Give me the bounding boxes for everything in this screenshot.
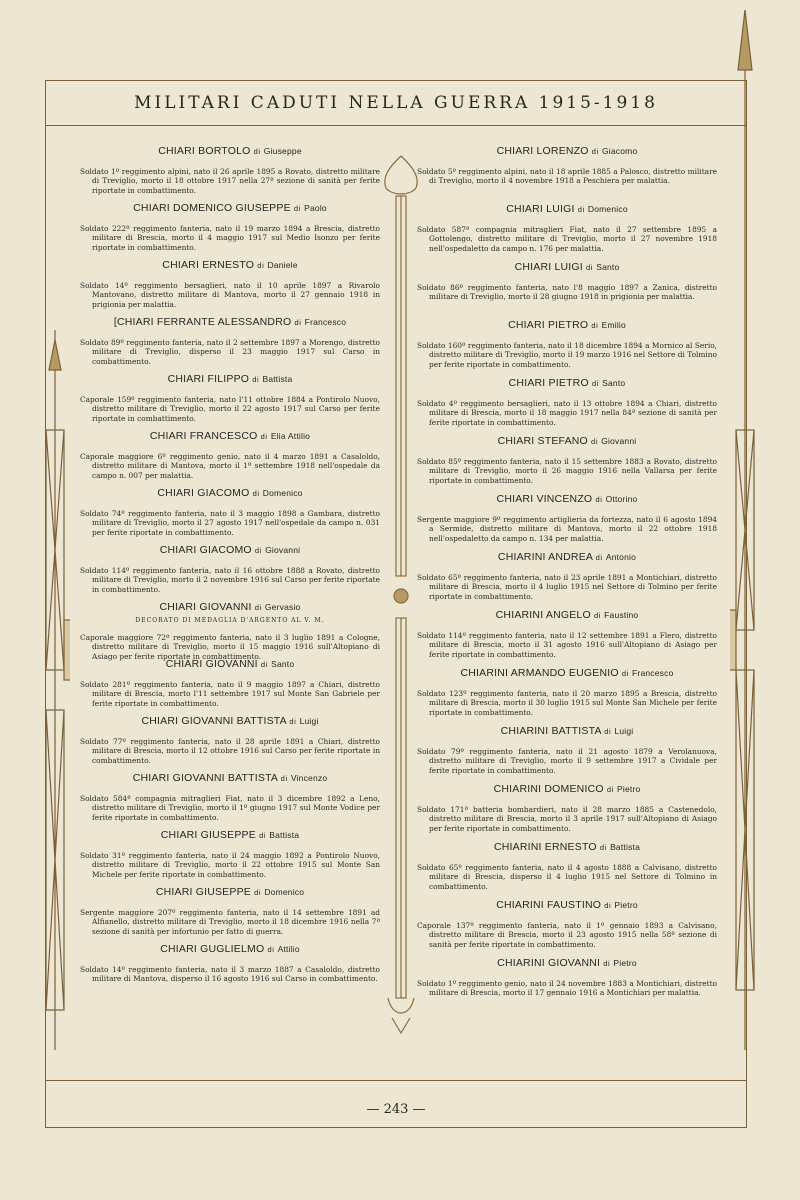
soldier-name: CHIARINI ANGELO [495,609,591,621]
soldier-name: CHIARI ERNESTO [162,259,255,271]
of-word: di [591,437,599,446]
father-name: Elia Attilio [270,431,311,441]
list-item [80,829,380,886]
of-word: di [293,204,301,213]
of-word: di [591,321,599,330]
entry-text: Sergente maggiore 207º reggimento fanteria, nato il 14 settembre 1891 ad Alfianello, distretto militare di Treviglio, morto il 18 dicembre 1916 nella 7ª sezione di sanità per infortunio per fatto di guerra. [80,908,380,936]
of-word: di [267,945,275,954]
entry-text: Soldato 74º reggimento fanteria, nato il 3 maggio 1898 a Gambara, distretto militare di Treviglio, morto il 27 agosto 1917 nell'ospedale da campo n. 031 per ferite riportate in combattimento. [80,509,380,537]
entry-text: Soldato 14º reggimento bersaglieri, nato il 10 aprile 1897 a Rivarolo Mantovano, distretto militare di Mantova, morto il 27 gennaio 1918 in prigionia per malattia. [80,281,380,309]
of-word: di [586,263,594,272]
of-word: di [252,489,260,498]
entry-text: Soldato 584ª compagnia mitraglieri Fiat, nato il 3 dicembre 1892 a Leno, distretto militare di Treviglio, morto il 1º giugno 1917 sul Monte Vodice per ferite riportate in combattimento. [80,794,380,822]
list-item [417,725,717,783]
soldier-name: CHIARI STEFANO [497,435,588,447]
list-item [417,145,717,203]
soldier-name: CHIARI GIACOMO [157,487,250,499]
entry-text: Soldato 65º reggimento fanteria, nato il 23 aprile 1891 a Montichiari, distretto militare di Brescia, morto il 4 luglio 1915 nel Settore di Tolmino per ferite riportate in combattimento. [417,573,717,601]
father-name: Luigi [299,716,319,726]
soldier-name: CHIARINI GIOVANNI [497,957,601,969]
entry-text: Caporale maggiore 6º reggimento genio, nato il 4 marzo 1891 a Casaloldo, distretto militare di Mantova, morto il 1º settembre 1918 nell'ospedale da campo n. 007 per malattia. [80,452,380,480]
of-word: di [591,379,600,388]
soldier-name: CHIARI GIUSEPPE [155,886,252,898]
of-word: di [604,901,612,910]
list-item [80,943,380,1000]
entry-text: Soldato 86º reggimento fanteria, nato l'8 maggio 1897 a Zanica, distretto militare di Treviglio, morto il 28 giugno 1918 in prigionia per malattia. [417,283,717,302]
soldier-name: CHIARI PIETRO [508,377,589,389]
of-word: di [254,546,262,555]
of-word: di [593,611,602,620]
of-word: di [294,318,302,327]
of-word: di [253,147,261,156]
list-item [417,783,717,841]
list-item [417,841,717,899]
list-item [417,203,717,261]
of-word: di [604,727,612,736]
entry-text: Soldato 160º reggimento fanteria, nato il 18 dicembre 1894 a Mornico al Serio, distretto militare di Treviglio, morto il 19 marzo 1916 nel Settore di Tolmino per ferite riportate in combattimento. [417,341,717,369]
entry-text: Soldato 171ª batteria bombardieri, nato il 28 marzo 1885 a Castenedolo, distretto militare di Brescia, morto il 3 aprile 1917 sull'Altopiano di Asiago per ferite riportate in combattimento. [417,805,717,833]
list-item [417,551,717,609]
of-word: di [595,553,603,562]
soldier-name: CHIARINI ANDREA [497,551,593,563]
soldier-name: CHIARI GIUSEPPE [160,829,256,841]
of-word: di [621,669,629,678]
list-item [80,487,380,544]
father-name: Francesco [304,317,347,327]
father-name: Francesco [632,668,674,678]
soldier-name: CHIARI GIOVANNI [165,658,258,670]
father-name: Daniele [267,260,298,270]
father-name: Giacomo [601,146,638,156]
father-name: Santo [271,659,295,669]
father-name: Battista [610,842,641,852]
soldier-name: CHIARI GIOVANNI [159,601,252,613]
father-name: Luigi [614,726,634,736]
soldier-name: CHIARI VINCENZO [496,493,593,505]
soldier-name: CHIARI GIACOMO [159,544,252,556]
list-item [417,609,717,667]
page-number: — 243 — [366,1102,426,1117]
father-name: Vincenzo [290,773,328,783]
of-word: di [591,147,599,156]
soldier-name: CHIARINI ERNESTO [493,841,597,853]
entry-text: Soldato 123º reggimento fanteria, nato il 20 marzo 1895 a Brescia, distretto militare di Brescia, morto il 30 luglio 1915 sul Monte San Michele per ferite riportate in combattimento. [417,689,717,717]
list-item [417,377,717,435]
right-column [417,145,717,1015]
father-name: Giuseppe [263,146,302,156]
father-name: Giovanni [265,545,301,555]
soldier-name: CHIARINI DOMENICO [493,783,604,795]
entry-text: Caporale maggiore 72º reggimento fanteria, nato il 3 luglio 1891 a Cologne, distretto militare di Treviglio, morto il 15 maggio 1916 sull'Altopiano di Asiago per ferite riportate in combattimento. [80,633,380,661]
list-item [80,202,380,259]
father-name: Faustino [604,610,639,620]
list-item [80,658,380,715]
soldier-name: CHIARI GIOVANNI BATTISTA [141,715,287,727]
entry-text: Caporale 137º reggimento fanteria, nato il 1º gennaio 1893 a Calvisano, distretto militare di Brescia, morto il 23 agosto 1915 nella 58ª sezione di sanità per ferite riportate in combattimento. [417,921,717,949]
of-word: di [260,432,268,441]
of-word: di [260,660,268,669]
page-title: MILITARI CADUTI NELLA GUERRA 1915-1918 [46,81,746,126]
of-word: di [289,717,297,726]
soldier-name: CHIARINI BATTISTA [500,725,602,737]
list-item [80,430,380,487]
footer-divider [46,1080,746,1081]
of-word: di [259,831,267,840]
father-name: Santo [596,262,620,272]
entry-text: Soldato 85º reggimento fanteria, nato il 15 settembre 1883 a Rovato, distretto militare di Treviglio, morto il 26 maggio 1916 nella Vallarsa per ferite riportate in combattimento. [417,457,717,485]
entry-text: Soldato 65º reggimento fanteria, nato il 4 agosto 1888 a Calvisano, distretto militare di Brescia, disperso il 4 luglio 1915 nel Settore di Tolmino in combattimento. [417,863,717,891]
list-item [417,435,717,493]
father-name: Pietro [613,958,637,968]
list-item [417,899,717,957]
of-word: di [595,495,603,504]
father-name: Pietro [614,900,638,910]
father-name: Battista [269,830,300,840]
of-word: di [603,959,611,968]
entry-text: Soldato 1º reggimento genio, nato il 24 novembre 1883 a Montichiari, distretto militare di Brescia, morto il 17 gennaio 1916 a Montichiari per malattia. [417,979,717,998]
list-item [80,601,380,661]
father-name: Gervasio [264,602,301,612]
entry-text: Caporale 159º reggimento fanteria, nato l'11 ottobre 1884 a Pontirolo Nuovo, distretto militare di Treviglio, morto il 22 agosto 1917 sul Carso per ferite riportate in combattimento. [80,395,380,423]
father-name: Pietro [617,784,641,794]
soldier-name: CHIARI FILIPPO [167,373,250,385]
entry-text: Soldato 89º reggimento fanteria, nato il 2 settembre 1897 a Morengo, distretto militare di Treviglio, disperso il 23 maggio 1917 sul Carso in combattimento. [80,338,380,366]
father-name: Attilio [277,944,300,954]
father-name: Emilio [601,320,626,330]
entry-text: Soldato 114º reggimento fanteria, nato il 12 settembre 1891 a Flero, distretto militare di Brescia, morto il 31 agosto 1916 sull'Altopiano di Asiago per ferite riportate in combattimento. [417,631,717,659]
father-name: Domenico [264,887,305,897]
father-name: Paolo [304,203,327,213]
soldier-name: CHIARI FRANCESCO [149,430,258,442]
list-item [417,957,717,1015]
father-name: Domenico [262,488,303,498]
of-word: di [254,603,262,612]
list-item [80,316,380,373]
decoration-note: DECORATO DI MEDAGLIA D'ARGENTO AL V. M. [135,617,325,624]
entry-text: Soldato 4º reggimento bersaglieri, nato il 13 ottobre 1894 a Chiari, distretto militare di Brescia, morto il 18 maggio 1917 nella 84ª sezione di sanità per ferite riportate in combattimento. [417,399,717,427]
of-word: di [280,774,288,783]
list-item [417,667,717,725]
soldier-name: CHIARI DOMENICO GIUSEPPE [133,202,291,214]
father-name: Battista [262,374,293,384]
list-item [80,373,380,430]
entry-text: Soldato 14º reggimento fanteria, nato il 3 marzo 1887 a Casaloldo, distretto militare di Mantova, disperso il 16 agosto 1916 sul Carso in combattimento. [80,965,380,984]
entry-text: Soldato 31º reggimento fanteria, nato il 24 maggio 1892 a Pontirolo Nuovo, distretto militare di Treviglio, morto il 22 ottobre 1915 sul Monte San Michele per ferite riportate in combattimento. [80,851,380,879]
of-word: di [254,888,262,897]
list-item [80,715,380,772]
entry-text: Soldato 281º reggimento fanteria, nato il 9 maggio 1897 a Chiari, distretto militare di Brescia, morto l'11 settembre 1917 sul Monte San Gabriele per ferite riportate in combattimento. [80,680,380,708]
soldier-name: [CHIARI FERRANTE ALESSANDRO [113,316,292,328]
soldier-name: CHIARI GIOVANNI BATTISTA [132,772,278,784]
of-word: di [599,843,607,852]
soldier-name: CHIARINI ARMANDO EUGENIO [460,667,619,679]
entry-text: Soldato 79º reggimento fanteria, nato il 21 agosto 1879 a Verolanuova, distretto militare di Treviglio, morto il 9 settembre 1917 a Cividale per ferite riportate in combattimento. [417,747,717,775]
left-column [80,145,380,1000]
father-name: Ottorino [605,494,638,504]
soldier-name: CHIARI PIETRO [508,319,589,331]
entry-text: Sergente maggiore 9º reggimento artiglieria da fortezza, nato il 6 agosto 1894 a Sermide, distretto militare di Mantova, morto il 22 ottobre 1918 nell'ospedaletto da campo n. 134 per malattia. [417,515,717,543]
list-item [80,772,380,829]
entry-text: Soldato 1º reggimento alpini, nato il 26 aprile 1895 a Rovato, distretto militare di Treviglio, morto il 18 ottobre 1917 nella 27ª sezione di sanità per ferite riportate in combattimento. [80,167,380,195]
of-word: di [252,375,260,384]
list-item [80,886,380,943]
soldier-name: CHIARI LUIGI [514,261,583,273]
soldier-name: CHIARI LUIGI [506,203,575,215]
entry-text: Soldato 222º reggimento fanteria, nato il 19 marzo 1894 a Brescia, distretto militare di Brescia, morto il 4 maggio 1917 sul Medio Isonzo per ferite riportate in combattimento. [80,224,380,252]
list-item [417,319,717,377]
soldier-name: CHIARI GUGLIELMO [160,943,265,955]
list-item [80,544,380,601]
of-word: di [257,261,265,270]
list-item [80,145,380,202]
entry-text: Soldato 77º reggimento fanteria, nato il 28 aprile 1891 a Chiari, distretto militare di Brescia, morto il 12 ottobre 1916 sul Carso per ferite riportate in combattimento. [80,737,380,765]
entry-text: Soldato 114º reggimento fanteria, nato il 16 ottobre 1888 a Rovato, distretto militare di Treviglio, morto il 2 novembre 1916 sul Carso per ferite riportate in combattimento. [80,566,380,594]
father-name: Domenico [587,204,628,214]
soldier-name: CHIARI LORENZO [496,145,589,157]
list-item [417,493,717,551]
list-item [417,261,717,319]
of-word: di [577,205,585,214]
of-word: di [606,785,614,794]
list-item [80,259,380,316]
father-name: Santo [602,378,626,388]
soldier-name: CHIARINI FAUSTINO [496,899,602,911]
father-name: Giovanni [601,436,637,446]
entry-text: Soldato 5º reggimento alpini, nato il 18 aprile 1885 a Palosco, distretto militare di Treviglio, morto il 4 novembre 1918 a Peschiera per malattia. [417,167,717,186]
entry-text: Soldato 587ª compagnia mitraglieri Fiat, nato il 27 settembre 1895 a Gottolengo, distretto militare di Treviglio, morto il 27 novembre 1918 nell'ospedaletto da campo n. 176 per malattia. [417,225,717,253]
father-name: Antonio [605,552,637,562]
soldier-name: CHIARI BORTOLO [158,145,251,157]
